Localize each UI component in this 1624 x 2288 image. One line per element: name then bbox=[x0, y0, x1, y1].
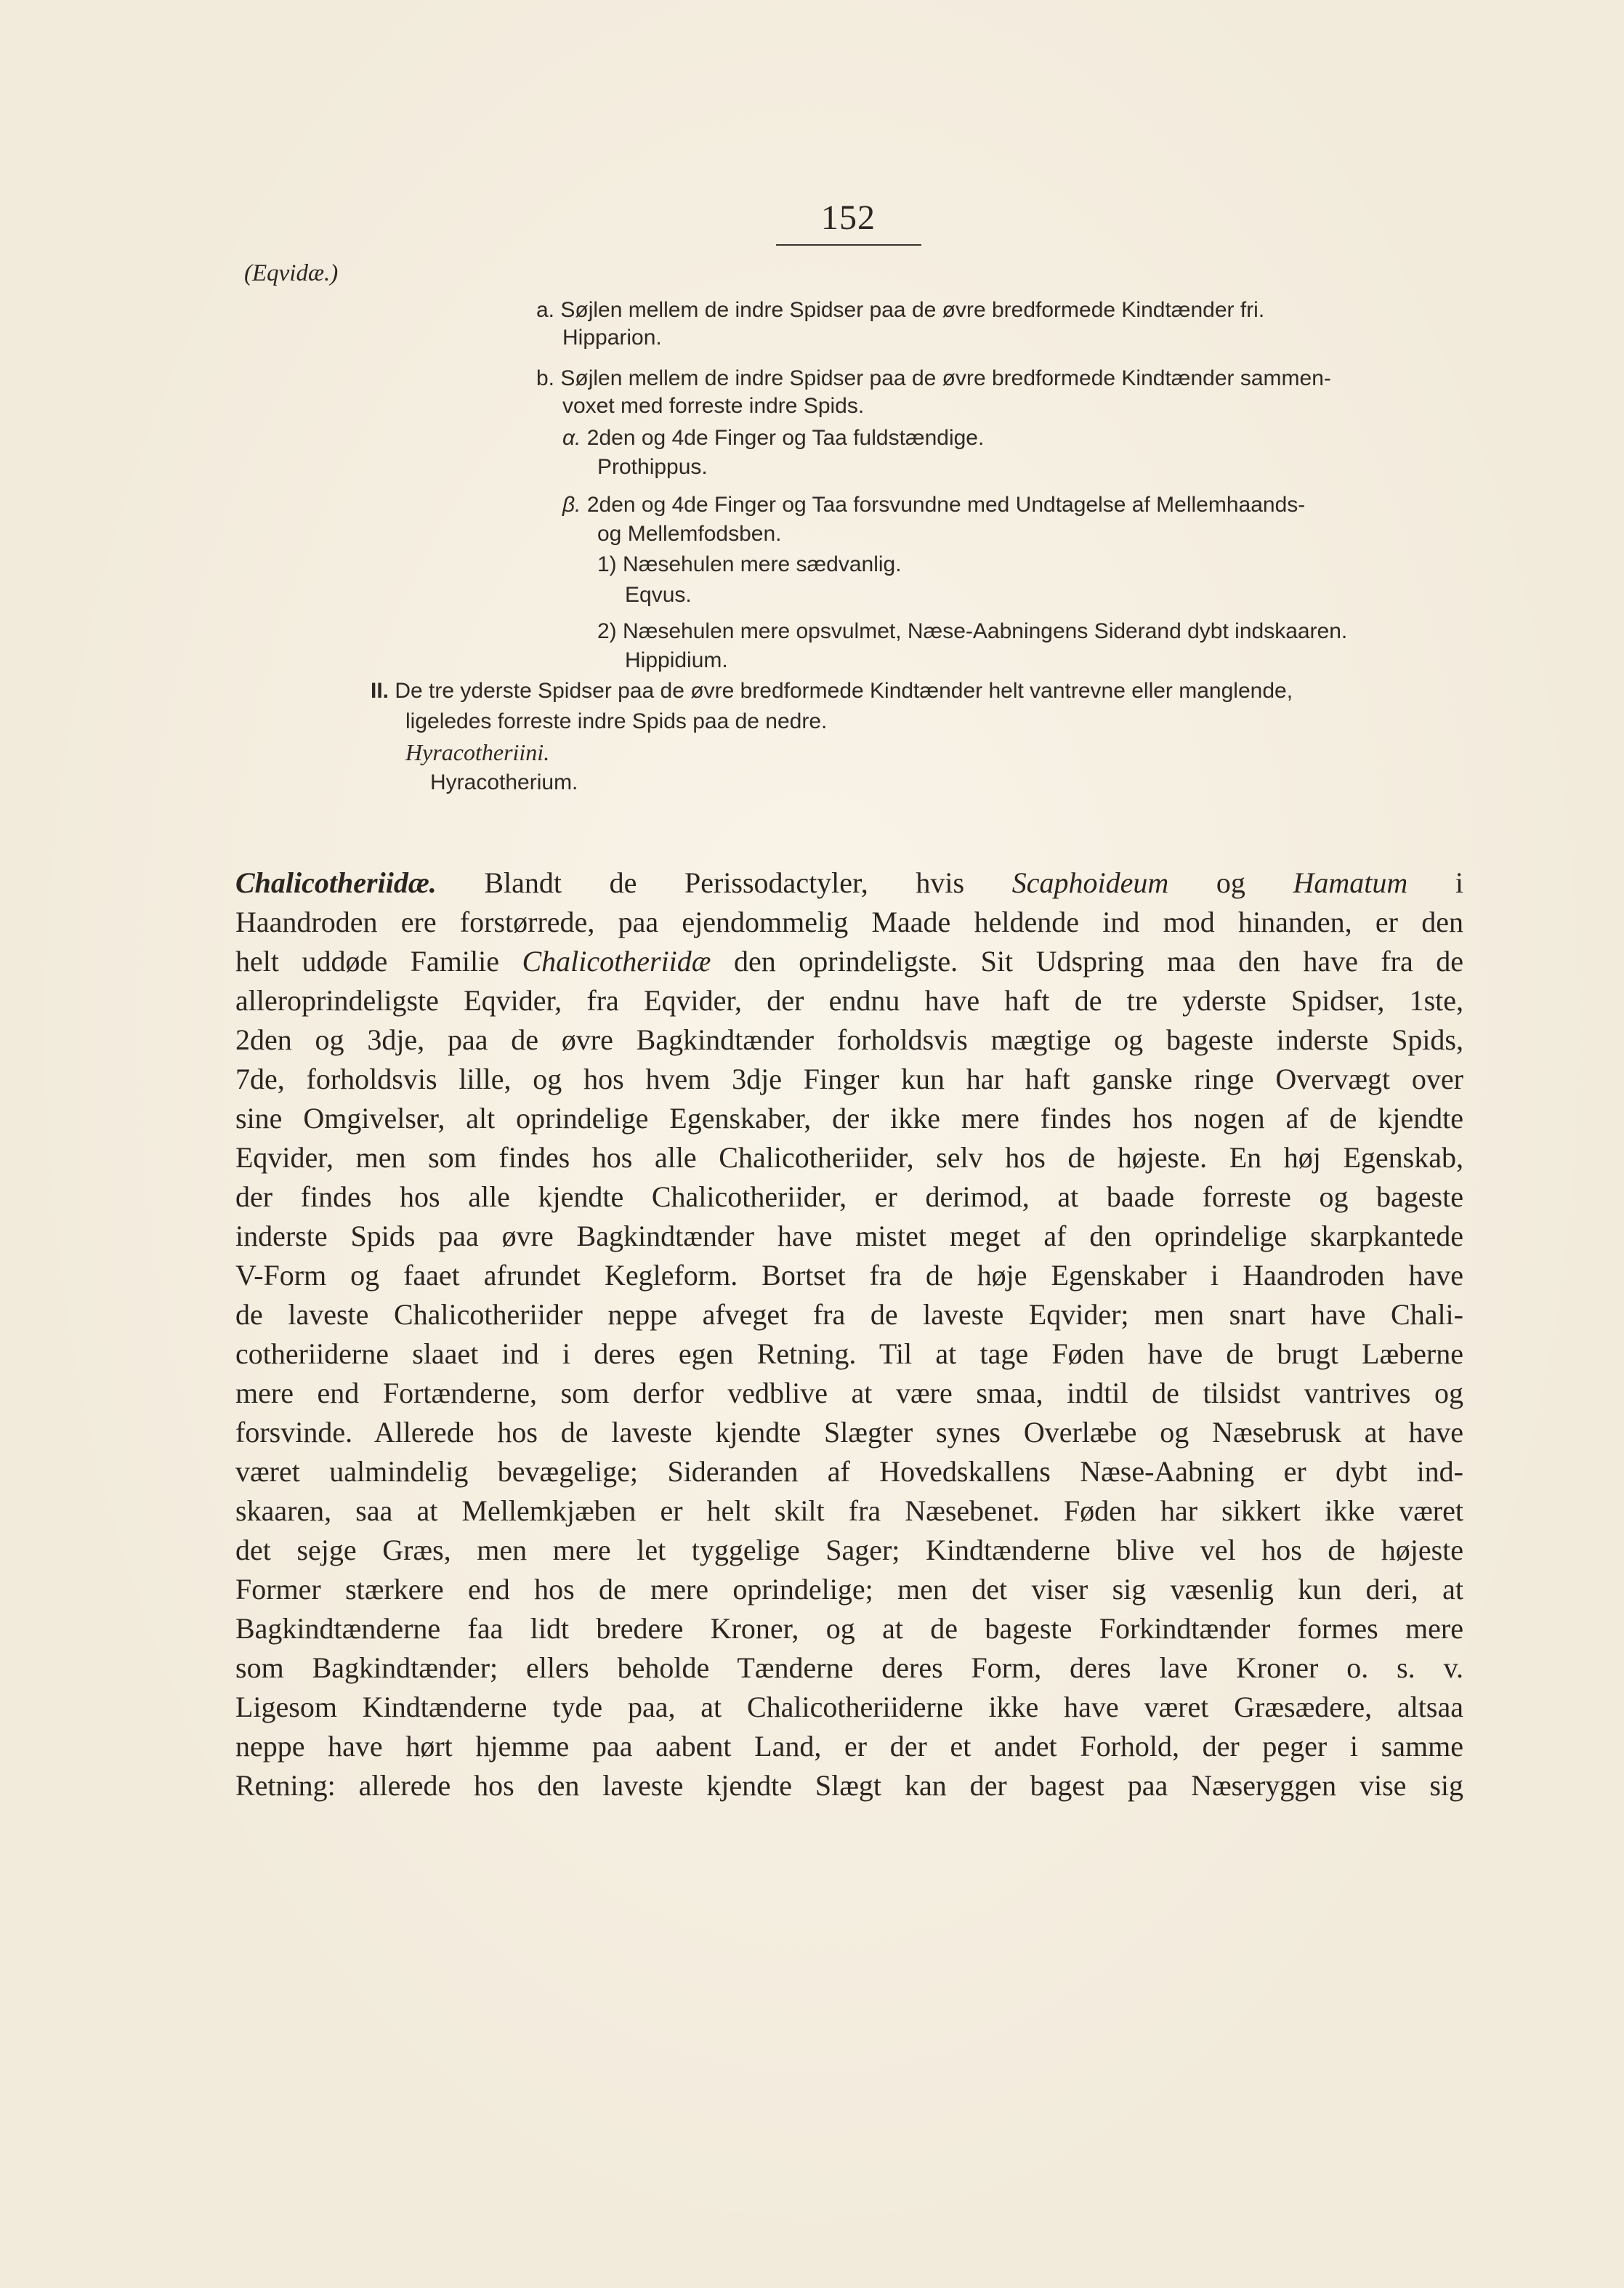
body-line-24: Retning: allerede hos den laveste kjendte Slægt kan der bagest paa Næseryggen vise sig bbox=[235, 1769, 1463, 1802]
section-heading: Chalicotheriidæ. bbox=[235, 866, 437, 899]
key-text-1: Næsehulen mere sædvanlig. bbox=[623, 552, 902, 576]
body-line-22: Ligesom Kindtænderne tyde paa, at Chalicotheriiderne ikke have været Græsædere, altsaa bbox=[235, 1691, 1463, 1723]
body-line-15: forsvinde. Allerede hos de laveste kjendte Slægter synes Overlæbe og Næsebrusk at have bbox=[235, 1416, 1463, 1449]
body-line-6: 7de, forholdsvis lille, og hos hvem 3dje Finger kun har haft ganske ringe Overvægt over bbox=[235, 1063, 1463, 1095]
body-paragraph bbox=[235, 863, 1463, 1805]
body-line-18: det sejge Græs, men mere let tyggelige Sager; Kindtænderne blive vel hos de højeste bbox=[235, 1534, 1463, 1566]
body-line-23: neppe have hørt hjemme paa aabent Land, er der et andet Forhold, der peger i samme bbox=[235, 1730, 1463, 1763]
body-line-13: cotheriiderne slaaet ind i deres egen Retning. Til at tage Føden have de brugt Læberne bbox=[235, 1337, 1463, 1370]
page-number-rule bbox=[776, 244, 921, 246]
key-item-1 bbox=[597, 551, 902, 579]
body-line-7: sine Omgivelser, alt oprindelige Egenskaber, der ikke mere findes hos nogen af de kjendte bbox=[235, 1102, 1463, 1135]
body-line-10: inderste Spids paa øvre Bagkindtænder have mistet meget af den oprindelige skarpkantede bbox=[235, 1220, 1463, 1252]
key-item-alpha bbox=[562, 424, 984, 452]
body-line-8: Eqvider, men som findes hos alle Chalicotheriider, selv hos de højeste. En høj Egenskab, bbox=[235, 1141, 1463, 1174]
key-label-beta: β. bbox=[562, 493, 581, 517]
key-item-b bbox=[536, 365, 1331, 392]
key-text-II-line1: De tre yderste Spidser paa de øvre bredformede Kindtænder helt vantrevne eller manglende, bbox=[395, 679, 1293, 703]
key-label-b: b. bbox=[536, 366, 555, 390]
key-label-II: II. bbox=[371, 679, 389, 703]
key-item-beta bbox=[562, 491, 1305, 519]
body-line-9: der findes hos alle kjendte Chalicotheriider, er derimod, at baade forreste og bageste bbox=[235, 1180, 1463, 1213]
key-text-beta-line1: 2den og 4de Finger og Taa forsvundne med Undtagelse af Mellemhaands- bbox=[586, 493, 1306, 517]
body-line-20: Bagkindtænderne faa lidt bredere Kroner, og at de bageste Forkindtænder formes mere bbox=[235, 1612, 1463, 1645]
key-genus-hyracotherium: Hyracotherium. bbox=[430, 770, 578, 794]
body-line-5: 2den og 3dje, paa de øvre Bagkindtænder forholdsvis mægtige og bageste inderste Spids, bbox=[235, 1023, 1463, 1056]
key-text-II-line2: ligeledes forreste indre Spids paa de nedre. bbox=[405, 709, 828, 733]
key-item-a bbox=[536, 297, 1264, 324]
key-label-a: a. bbox=[536, 298, 555, 322]
body-line-17: skaaren, saa at Mellemkjæben er helt skilt fra Næsebenet. Føden har sikkert ikke været bbox=[235, 1494, 1463, 1527]
key-genus-hipparion: Hipparion. bbox=[562, 326, 662, 350]
body-line-16: været ualmindelig bevægelige; Sideranden af Hovedskallens Næse-Aabning er dybt ind- bbox=[235, 1455, 1463, 1488]
key-label-alpha: α. bbox=[562, 426, 581, 450]
body-line-11: V-Form og faaet afrundet Kegleform. Bortset fra de høje Egenskaber i Haandroden have bbox=[235, 1259, 1463, 1292]
key-text-beta-line2: og Mellemfodsben. bbox=[597, 522, 782, 546]
key-genus-hippidium: Hippidium. bbox=[625, 648, 728, 672]
key-text-alpha: 2den og 4de Finger og Taa fuldstændige. bbox=[586, 426, 985, 450]
key-text-b-line2: voxet med forreste indre Spids. bbox=[562, 394, 865, 418]
body-line-12: de laveste Chalicotheriider neppe afveget fra de laveste Eqvider; men snart have Chali- bbox=[235, 1298, 1463, 1331]
body-line-19: Former stærkere end hos de mere oprindelige; men det viser sig væsenlig kun deri, at bbox=[235, 1573, 1463, 1606]
margin-note-family: (Eqvidæ.) bbox=[244, 260, 339, 286]
body-line-14: mere end Fortænderne, som derfor vedblive at være smaa, indtil de tilsidst vantrives og bbox=[235, 1377, 1463, 1409]
key-label-1: 1) bbox=[597, 552, 617, 576]
key-item-II bbox=[371, 677, 1293, 705]
key-text-b-line1: Søjlen mellem de indre Spidser paa de øvre bredformede Kindtænder sammen- bbox=[560, 366, 1331, 390]
key-label-2: 2) bbox=[597, 619, 617, 643]
body-line-3: helt uddøde Familie Chalicotheriidæ den oprindeligste. Sit Udspring maa den have fra de bbox=[235, 945, 1464, 978]
body-line-4: alleroprindeligste Eqvider, fra Eqvider, der endnu have haft de tre yderste Spidser, 1ste, bbox=[235, 984, 1463, 1017]
key-text-a: Søjlen mellem de indre Spidser paa de øvre bredformede Kindtænder fri. bbox=[560, 298, 1265, 322]
key-genus-eqvus: Eqvus. bbox=[625, 583, 692, 607]
key-item-2 bbox=[597, 618, 1347, 645]
key-text-2: Næsehulen mere opsvulmet, Næse-Aabningens Siderand dybt indskaaren. bbox=[623, 619, 1348, 643]
body-line-1: Chalicotheriidæ. Blandt de Perissodactyler, hvis Scaphoideum og Hamatum i bbox=[235, 866, 1463, 899]
body-line-2: Haandroden ere forstørrede, paa ejendommelig Maade heldende ind mod hinanden, er den bbox=[235, 906, 1463, 938]
body-line-21: som Bagkindtænder; ellers beholde Tænderne deres Form, deres lave Kroner o. s. v. bbox=[235, 1651, 1463, 1684]
key-genus-prothippus: Prothippus. bbox=[597, 455, 708, 479]
page-number: 152 bbox=[821, 198, 876, 237]
key-tribe-hyracotheriini: Hyracotheriini. bbox=[405, 739, 550, 765]
